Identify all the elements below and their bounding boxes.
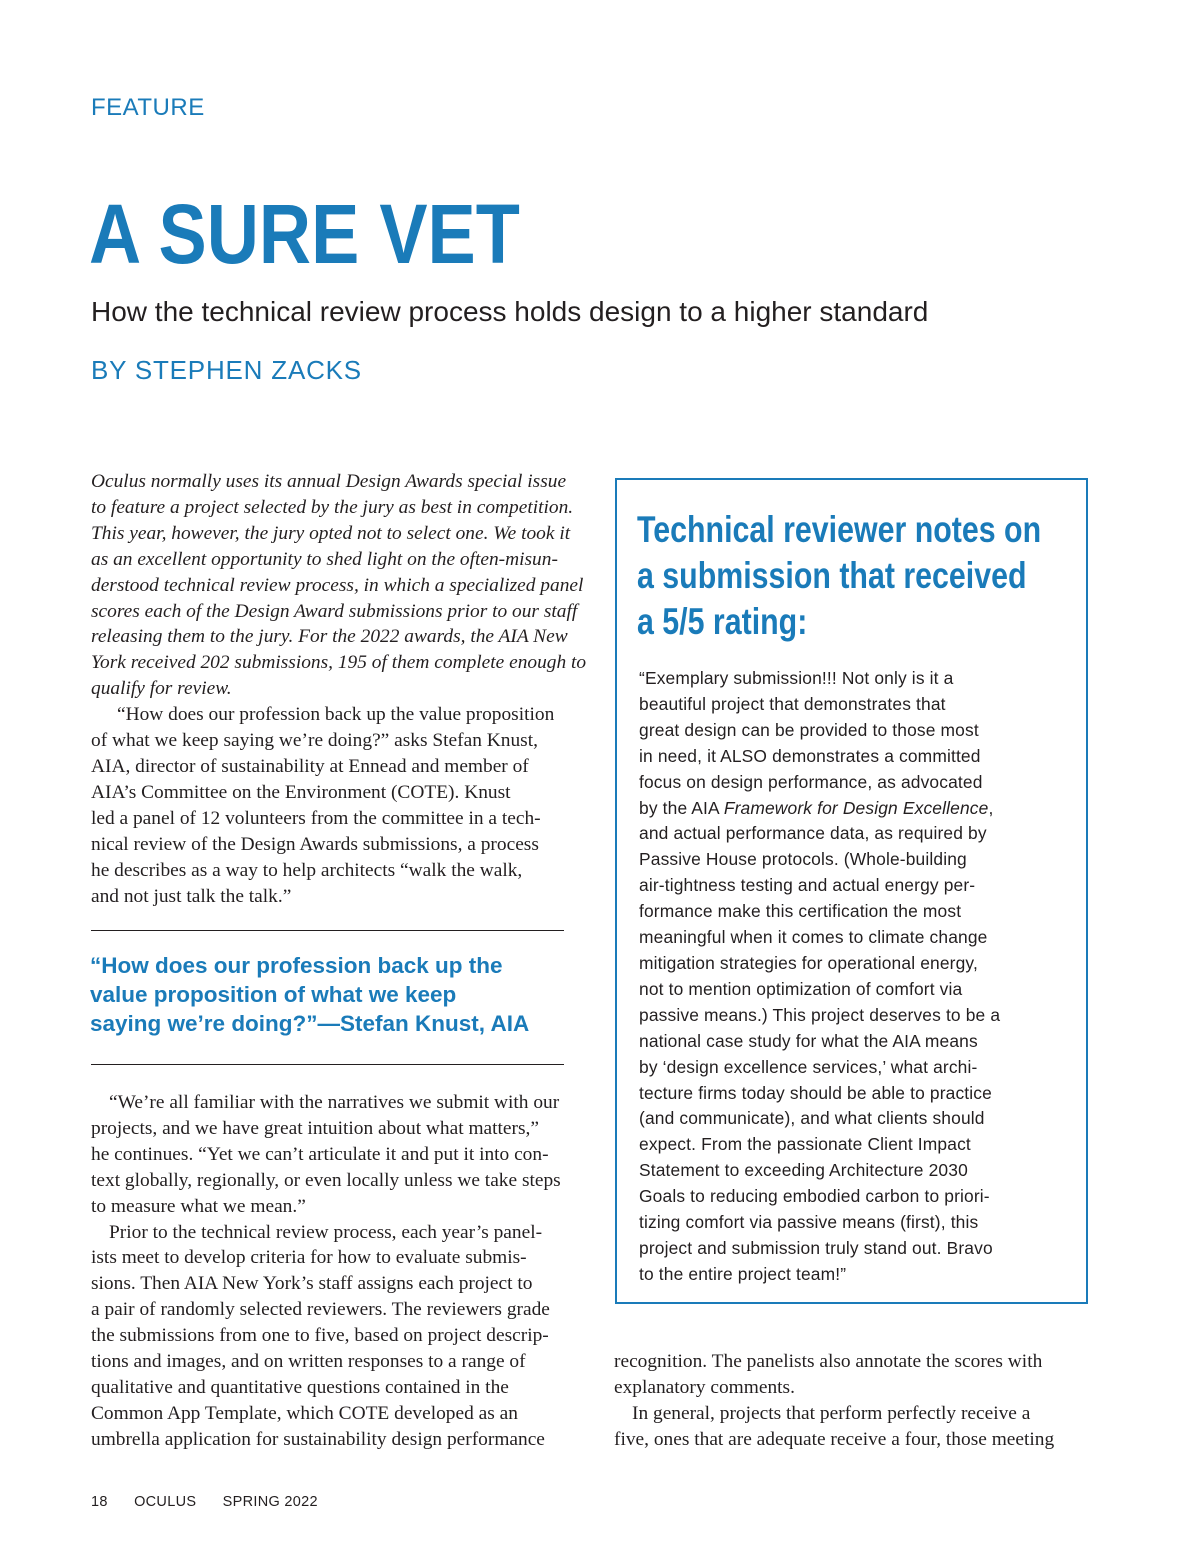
- text-line: Technical reviewer notes on: [637, 509, 1042, 550]
- reviewer-quote: [639, 666, 1000, 1288]
- text-line: nical review of the Design Awards submissions, a process: [91, 833, 539, 855]
- text-line: expect. From the passionate Client Impact: [639, 1134, 971, 1155]
- text-line: as an excellent opportunity to shed light on the often-misun-: [91, 548, 558, 570]
- text-line: beautiful project that demonstrates that: [639, 693, 946, 714]
- page-number: 18: [91, 1494, 108, 1510]
- publication-name: OCULUS: [134, 1494, 197, 1510]
- text-line: “We’re all familiar with the narratives we submit with our: [109, 1092, 560, 1113]
- page-footer: [91, 1494, 340, 1510]
- text-line: to measure what we mean.”: [91, 1195, 306, 1217]
- text-line: [639, 796, 1000, 822]
- text-line: saying we’re doing?”—Stefan Knust, AIA: [90, 1011, 530, 1036]
- text-line: umbrella application for sustainability design performance: [91, 1428, 545, 1450]
- intro-paragraph: [91, 469, 587, 702]
- text-line: projects, and we have great intuition about what matters,”: [91, 1117, 539, 1139]
- pullquote-rule-top: [91, 930, 564, 931]
- text-line: text globally, regionally, or even locally unless we take steps: [91, 1169, 561, 1191]
- text-line: by ‘design excellence services,’ what archi-: [639, 1056, 978, 1077]
- text-line: derstood technical review process, in which a specialized panel: [91, 574, 584, 596]
- text-line: “How does our profession back up the: [90, 953, 503, 978]
- body-paragraph-5: [614, 1401, 1094, 1453]
- text-line: formance make this certification the most: [639, 901, 962, 922]
- text-line: “Exemplary submission!!! Not only is it a: [639, 668, 954, 688]
- text-line: Goals to reducing embodied carbon to priori-: [639, 1186, 990, 1207]
- article-deck: How the technical review process holds design to a higher standard: [91, 296, 929, 327]
- text-line: qualitative and quantitative questions contained in the: [91, 1376, 509, 1398]
- body-paragraph-3: [91, 1220, 571, 1453]
- text-line: to feature a project selected by the jury as best in competition.: [91, 496, 574, 518]
- text-line: meaningful when it comes to climate change: [639, 927, 988, 948]
- text-line: releasing them to the jury. For the 2022 awards, the AIA New: [91, 626, 568, 648]
- text-line: and actual performance data, as required by: [639, 823, 987, 844]
- pullquote-rule-bottom: [91, 1064, 564, 1065]
- text-line: value proposition of what we keep: [90, 982, 457, 1007]
- right-column-continued: [614, 1349, 1094, 1453]
- sidebar-title: [637, 507, 1041, 645]
- text-line: Passive House protocols. (Whole-building: [639, 849, 967, 870]
- text-line: of what we keep saying we’re doing?” asks Stefan Knust,: [91, 730, 538, 752]
- text-line: Common App Template, which COTE developed as an: [91, 1402, 518, 1424]
- text-line: mitigation strategies for operational energy,: [639, 952, 978, 973]
- text-line: to the entire project team!”: [639, 1263, 847, 1284]
- text-line: ists meet to develop criteria for how to evaluate submis-: [91, 1247, 527, 1269]
- text-line: led a panel of 12 volunteers from the committee in a tech-: [91, 807, 541, 829]
- text-fragment: by the AIA: [639, 797, 724, 818]
- pull-quote: [90, 951, 570, 1038]
- article-title: A SURE VET: [89, 187, 520, 281]
- text-line: tecture firms today should be able to practice: [639, 1082, 992, 1103]
- text-line: the submissions from one to five, based on project descrip-: [91, 1325, 549, 1347]
- text-line: qualify for review.: [91, 678, 232, 700]
- text-line: passive means.) This project deserves to be a: [639, 1004, 1001, 1025]
- text-line: AIA, director of sustainability at Ennead and member of: [91, 755, 529, 777]
- text-line: tions and images, and on written responses to a range of: [91, 1351, 526, 1373]
- text-line: In general, projects that perform perfectly receive a: [632, 1402, 1031, 1424]
- body-paragraph-1: [91, 702, 571, 909]
- text-line: air-tightness testing and actual energy per-: [639, 875, 976, 896]
- body-column-lower: [91, 1090, 571, 1453]
- text-line: Prior to the technical review process, each year’s panel-: [109, 1221, 543, 1243]
- text-line: a 5/5 rating:: [637, 601, 808, 642]
- text-line: This year, however, the jury opted not to select one. We took it: [91, 522, 571, 544]
- text-line: a submission that received: [637, 555, 1027, 596]
- text-line: he describes as a way to help architects “walk the walk,: [91, 859, 523, 881]
- text-line: scores each of the Design Award submissions prior to our staff: [91, 600, 578, 622]
- body-paragraph-2: [91, 1090, 571, 1220]
- text-line: explanatory comments.: [614, 1376, 795, 1398]
- text-fragment: ,: [988, 797, 994, 818]
- text-line: in need, it ALSO demonstrates a committed: [639, 745, 981, 766]
- framework-title: Framework for Design Excellence: [723, 797, 989, 818]
- text-line: and not just talk the talk.”: [91, 885, 292, 907]
- text-line: he continues. “Yet we can’t articulate it and put it into con-: [91, 1143, 549, 1165]
- text-line: project and submission truly stand out. Bravo: [639, 1237, 993, 1258]
- text-line: AIA’s Committee on the Environment (COTE). Knust: [91, 781, 511, 803]
- text-line: “How does our profession back up the value proposition: [117, 704, 555, 726]
- text-line: not to mention optimization of comfort via: [639, 978, 963, 999]
- text-line: a pair of randomly selected reviewers. The reviewers grade: [91, 1299, 550, 1321]
- text-line: recognition. The panelists also annotate the scores with: [614, 1351, 1043, 1372]
- text-line: focus on design performance, as advocated: [639, 771, 983, 792]
- intro-column: [91, 469, 587, 909]
- text-line: national case study for what the AIA means: [639, 1030, 978, 1051]
- text-line: (and communicate), and what clients should: [639, 1108, 985, 1129]
- byline: BY STEPHEN ZACKS: [91, 355, 362, 385]
- text-line: Oculus normally uses its annual Design Awards special issue: [91, 471, 567, 492]
- text-line: five, ones that are adequate receive a four, those meeting: [614, 1428, 1055, 1450]
- section-label: FEATURE: [91, 94, 205, 121]
- text-line: tizing comfort via passive means (first), this: [639, 1212, 979, 1233]
- text-line: sions. Then AIA New York’s staff assigns each project to: [91, 1273, 533, 1295]
- text-line: York received 202 submissions, 195 of them complete enough to: [91, 652, 587, 674]
- text-line: great design can be provided to those most: [639, 719, 979, 740]
- issue-date: SPRING 2022: [222, 1494, 318, 1510]
- text-line: Statement to exceeding Architecture 2030: [639, 1160, 968, 1181]
- body-paragraph-4: [614, 1349, 1094, 1401]
- reviewer-notes-sidebar: [615, 478, 1088, 1304]
